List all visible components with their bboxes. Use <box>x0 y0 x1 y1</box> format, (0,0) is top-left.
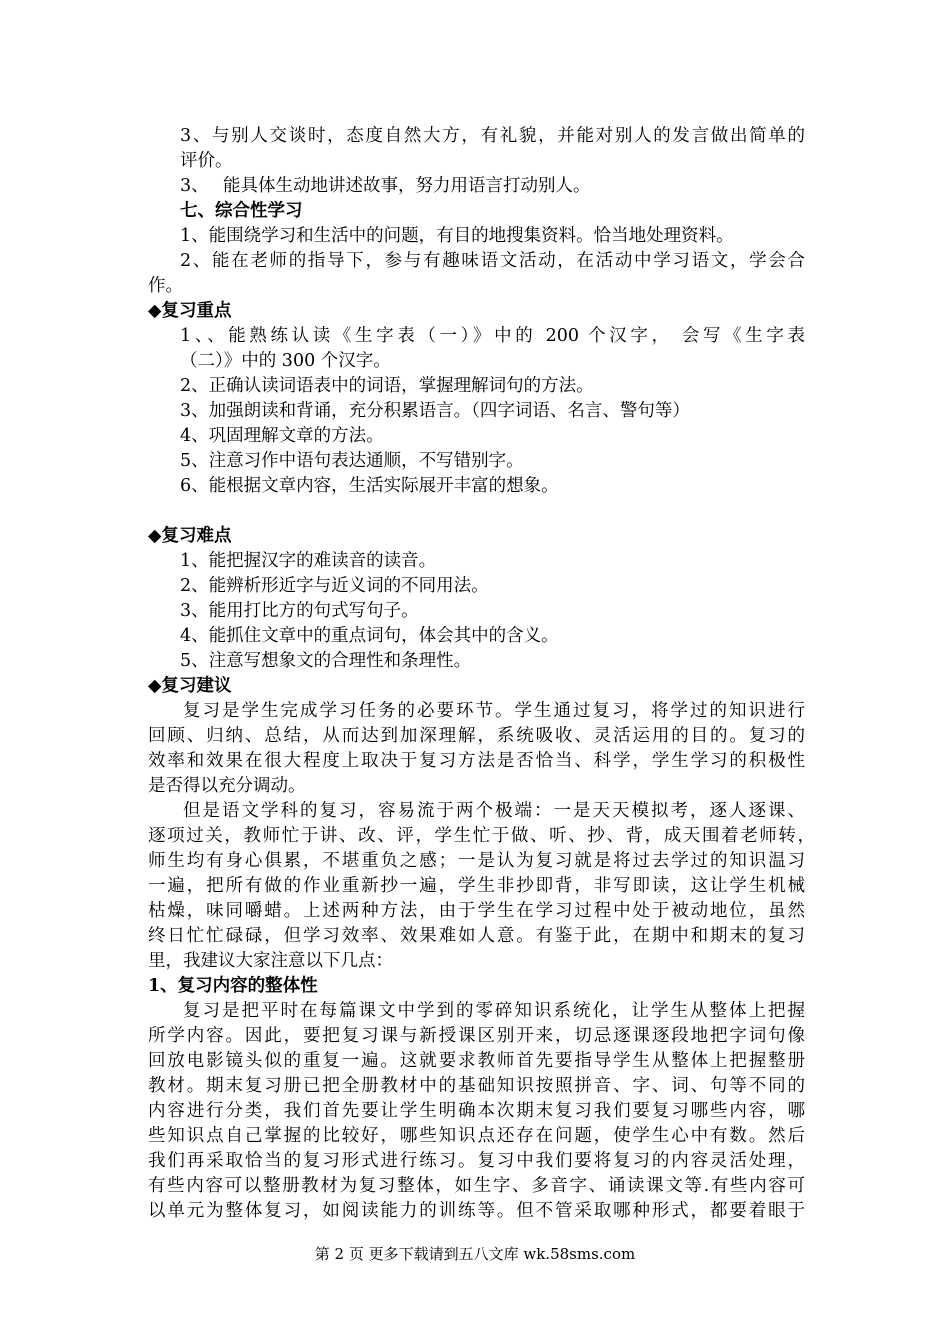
text-line: 有些内容可以整册教材为复习整体，如生字、多音字、诵读课文等.有些内容可 <box>148 1176 805 1196</box>
text-line: 一遍，把所有做的作业重新抄一遍，学生非抄即背，非写即读，这让学生机械 <box>148 876 805 896</box>
text-line: 3、加强朗读和背诵，充分积累语言。（四字词语、名言、警句等） <box>180 401 690 421</box>
text-line: 师生均有身心俱累，不堪重负之感；一是认为复习就是将过去学过的知识温习 <box>148 851 805 871</box>
text-line: 2、能辨析形近字与近义词的不同用法。 <box>180 576 489 596</box>
text-line: 1、能把握汉字的难读音的读音。 <box>180 551 437 571</box>
text-line: 4、能抓住文章中的重点词句，体会其中的含义。 <box>180 626 559 646</box>
text-line: 1、能围绕学习和生活中的问题，有目的地搜集资料。恰当地处理资料。 <box>180 226 734 246</box>
section-heading: 1、复习内容的整体性 <box>148 976 318 996</box>
text-line: 逐项过关，教师忙于讲、改、评，学生忙于做、听、抄、背，成天围着老师转， <box>148 826 815 846</box>
text-line: 以单元为整体复习，如阅读能力的训练等。但不管采取哪种形式，都要着眼于 <box>148 1201 805 1221</box>
text-line: 1、、能熟练认读《生字表（一）》中的 200 个汉字， 会写《生字表 <box>180 326 805 346</box>
section-heading: ◆复习建议 <box>148 676 232 696</box>
text-line: 是否得以充分调动。 <box>148 776 306 796</box>
text-line: 内容进行分类，我们首先要让学生明确本次期末复习我们要复习哪些内容，哪 <box>148 1101 805 1121</box>
text-line: 复习是把平时在每篇课文中学到的零碎知识系统化，让学生从整体上把握 <box>183 1001 805 1021</box>
text-line: 复习是学生完成学习任务的必要环节。学生通过复习，将学过的知识进行 <box>183 701 805 721</box>
text-line: 我们再采取恰当的复习形式进行练习。复习中我们要将复习的内容灵活处理， <box>148 1151 805 1171</box>
text-line: （二）》中的 300 个汉字。 <box>180 351 391 371</box>
text-line: 终日忙忙碌碌，但学习效率、效果难如人意。有鉴于此，在期中和期末的复习 <box>148 926 805 946</box>
text-line: 2、正确认读词语表中的词语，掌握理解词句的方法。 <box>180 376 594 396</box>
text-line: 些知识点自己掌握的比较好，哪些知识点还存在问题，使学生心中有数。然后 <box>148 1126 805 1146</box>
section-heading: ◆复习难点 <box>148 526 232 546</box>
text-line: 3、与别人交谈时，态度自然大方，有礼貌，并能对别人的发言做出简单的 <box>180 126 805 146</box>
text-line: 2、能在老师的指导下，参与有趣味语文活动，在活动中学习语文，学会合 <box>180 251 805 271</box>
text-line: 5、注意写想象文的合理性和条理性。 <box>180 651 472 671</box>
text-line: 枯燥，味同嚼蜡。上述两种方法，由于学生在学习过程中处于被动地位，虽然 <box>148 901 805 921</box>
text-line: 回顾、归纳、总结，从而达到加深理解，系统吸收、灵活运用的目的。复习的 <box>148 726 805 746</box>
text-line: 效率和效果在很大程度上取决于复习方法是否恰当、科学，学生学习的积极性 <box>148 751 805 771</box>
section-heading: 七、综合性学习 <box>180 201 303 221</box>
text-line: 所学内容。因此，要把复习课与新授课区别开来，切忌逐课逐段地把字词句像 <box>148 1026 805 1046</box>
text-line: 但是语文学科的复习，容易流于两个极端：一是天天模拟考，逐人逐课、 <box>183 801 805 821</box>
text-line: 5、注意习作中语句表达通顺，不写错别字。 <box>180 451 524 471</box>
text-line: 评价。 <box>180 151 233 171</box>
text-line: 作。 <box>148 276 183 296</box>
section-heading: ◆复习重点 <box>148 301 232 321</box>
text-line: 6、能根据文章内容，生活实际展开丰富的想象。 <box>180 476 559 496</box>
page-footer: 第 2 页 更多下载请到五八文库 wk.58sms.com <box>314 1245 636 1263</box>
text-line: 教材。期末复习册已把全册教材中的基础知识按照拼音、字、词、句等不同的 <box>148 1076 805 1096</box>
text-line: 4、巩固理解文章的方法。 <box>180 426 384 446</box>
text-line: 里，我建议大家注意以下几点： <box>148 951 393 971</box>
text-line: 3、 能具体生动地讲述故事，努力用语言打动别人。 <box>180 176 591 196</box>
text-line: 回放电影镜头似的重复一遍。这就要求教师首先要指导学生从整体上把握整册 <box>148 1051 805 1071</box>
text-line: 3、能用打比方的句式写句子。 <box>180 601 419 621</box>
